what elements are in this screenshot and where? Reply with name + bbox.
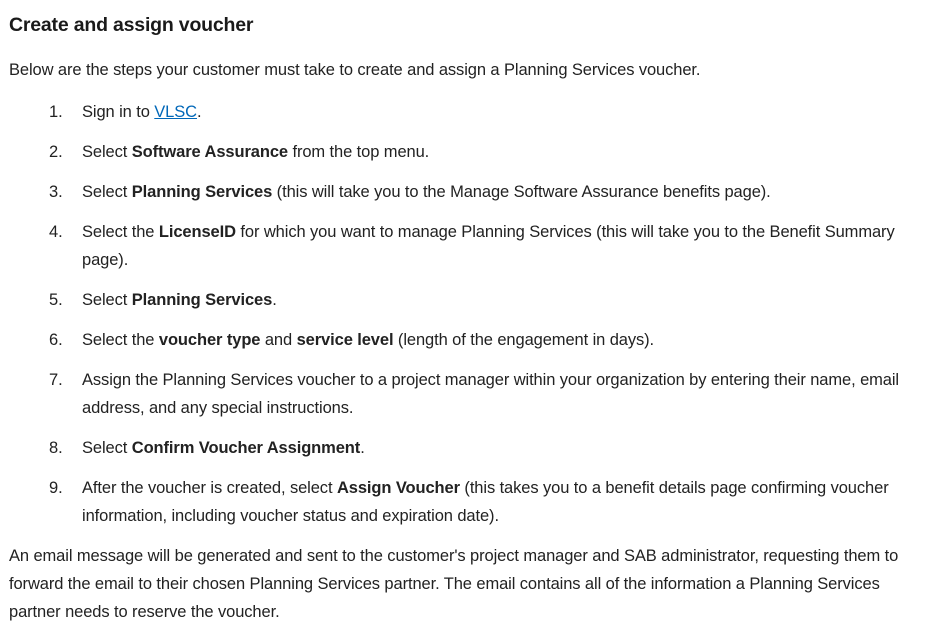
- step-text: [82, 286, 277, 314]
- step-text: [82, 434, 365, 462]
- text-segment: Assign the Planning Services voucher to a project manager within your organization by entering their name, email address, and any special instructions.: [82, 371, 899, 417]
- step-number: 1.: [49, 103, 63, 121]
- bold-term: service level: [296, 331, 394, 349]
- text-segment: Select the: [82, 331, 159, 349]
- text-segment: Select the: [82, 223, 159, 241]
- text-segment: After the voucher is created, select: [82, 479, 337, 497]
- step-text: [82, 474, 922, 530]
- bold-term: Assign Voucher: [336, 479, 460, 497]
- step-text: [82, 138, 429, 166]
- steps-list: [9, 98, 922, 530]
- text-segment: Sign in to: [82, 103, 155, 121]
- text-segment: (this takes you to a benefit details page confirming voucher information, including voucher status and expiration date).: [82, 479, 889, 525]
- bold-term: Confirm Voucher Assignment: [131, 439, 361, 457]
- step-item: [49, 326, 922, 354]
- step-item: [49, 434, 922, 462]
- step-text: [82, 218, 922, 274]
- step-item: [49, 178, 922, 206]
- step-item: [49, 98, 922, 126]
- bold-term: Planning Services: [131, 291, 273, 309]
- text-segment: and: [260, 331, 297, 349]
- vlsc-link[interactable]: VLSC: [154, 103, 197, 121]
- text-segment: for which you want to manage Planning Services (this will take you to the Benefit Summary page).: [82, 223, 895, 269]
- text-segment: (length of the engagement in days).: [393, 331, 655, 349]
- text-segment: .: [272, 291, 277, 309]
- intro-paragraph: Below are the steps your customer must take to create and assign a Planning Services voucher.: [9, 61, 701, 79]
- text-segment: Select: [82, 183, 132, 201]
- step-number: 4.: [49, 223, 63, 241]
- step-number: 7.: [49, 371, 63, 389]
- step-text: [82, 326, 654, 354]
- bold-term: Planning Services: [131, 183, 273, 201]
- text-segment: (this will take you to the Manage Software Assurance benefits page).: [272, 183, 771, 201]
- step-item: [49, 138, 922, 166]
- step-number: 5.: [49, 291, 63, 309]
- page-title: Create and assign voucher: [9, 14, 254, 36]
- text-segment: Select: [82, 143, 132, 161]
- text-segment: .: [196, 103, 202, 121]
- closing-paragraph: An email message will be generated and sent to the customer's project manager and SAB administrator, requesting them to forward the email to their chosen Planning Services partner. The email contains all of the information a Planning Services partner needs to reserve the voucher.: [9, 547, 899, 621]
- step-text: [82, 366, 922, 422]
- step-item: [49, 218, 922, 274]
- step-number: 9.: [49, 479, 63, 497]
- step-item: [49, 474, 922, 530]
- text-segment: from the top menu.: [287, 143, 430, 161]
- step-number: 6.: [49, 331, 63, 349]
- text-segment: Select: [82, 291, 132, 309]
- step-text: [82, 178, 771, 206]
- step-number: 2.: [49, 143, 63, 161]
- step-item: [49, 286, 922, 314]
- step-number: 8.: [49, 439, 63, 457]
- bold-term: voucher type: [158, 331, 261, 349]
- text-segment: Select: [82, 439, 132, 457]
- bold-term: LicenseID: [158, 223, 236, 241]
- text-segment: .: [360, 439, 365, 457]
- step-text: [82, 98, 201, 126]
- step-item: [49, 366, 922, 422]
- bold-term: Software Assurance: [131, 143, 288, 161]
- step-number: 3.: [49, 183, 63, 201]
